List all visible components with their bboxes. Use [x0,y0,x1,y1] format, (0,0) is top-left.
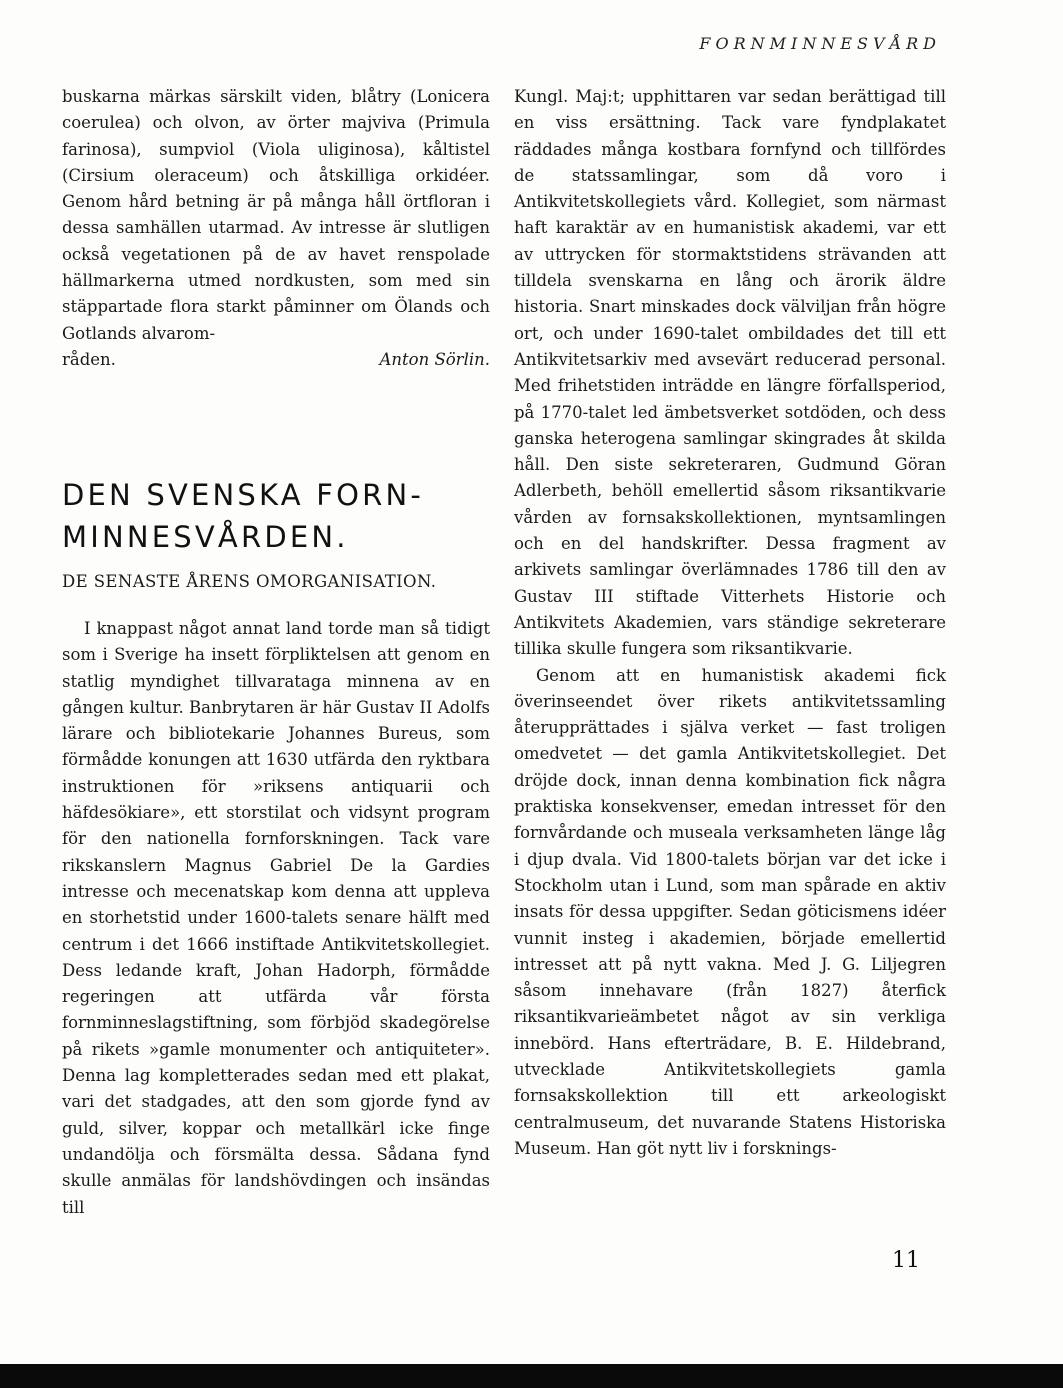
page-number: 11 [892,1248,920,1273]
right-column [514,84,946,1162]
paragraph-last-line: råden. [62,349,116,369]
article-paragraph-2: Genom att en humanistisk akademi fick överinseendet över rikets antikvitetssamling återupprättades i själva verket — fast troligen omedvetet — det gamla Antikvitetskollegiet. Det dröjde dock, innan denna kombination fick några praktiska konsekvenser, emedan intresset för den fornvårdande och museala verksamheten länge låg i djup dvala. Vid 1800-talets början var det icke i Stockholm utan i Lund, som man spårade en aktiv insats för dessa uppgifter. Sedan göticismens idéer vunnit insteg i akademien, började emellertid intresset att på nytt vakna. Med J. G. Liljegren såsom innehavare (från 1827) återfick riksantikvarieämbetet något av sin verkliga innebörd. Hans efterträdare, B. E. Hildebrand, utvecklade Antikvitetskollegiets gamla fornsakskollektion till ett arkeologiskt centralmuseum, det nuvarande Statens Historiska Museum. Han göt nytt liv i forsknings- [514,665,946,1158]
article-title: DEN SVENSKA FORN-MINNESVÅRDEN. [62,478,425,554]
article-paragraph-continued: Kungl. Maj:t; upphittaren var sedan berättigad till en viss ersättning. Tack vare fyndplakatet räddades många kostbara fornfynd och tillfördes de statssamlingar, som då voro i Antikvitetskollegiets vård. Kollegiet, som närmast haft karaktär av en humanistisk akademi, var ett av uttrycken för stormaktstidens strävanden att tilldela svenskarna en lång och ärorik äldre historia. Snart minskades dock välviljan från högre ort, och under 1690-talet ombildades det till ett Antikvitetsarkiv med avsevärt reducerad personal. Med frihetstiden inträdde en längre förfallsperiod, på 1770-talet led ämbetsverket sotdöden, och dess ganska heterogena samlingar skingrades åt skilda håll. Den siste sekreteraren, Gudmund Göran Adlerbeth, behöll emellertid såsom riksantikvarie vården av fornsakskollektionen, myntsamlingen och en del handskrifter. Dessa fragment av arkivets samlingar överlämnades 1786 till den av Gustav III stiftade Vitterhets Historie och Antikvitets Akademien, vars ständige sekreterare tillika skulle fungera som riksantikvarie. [514,87,946,659]
author-signature: Anton Sörlin. [379,349,490,369]
article-subtitle: DE SENASTE ÅRENS OMORGANISATION. [62,572,437,591]
left-column-top [62,84,490,373]
preceding-article-paragraph: buskarna märkas särskilt viden, blåtry (Lonicera coerulea) och olvon, av örter majviva (Primula farinosa), sumpviol (Viola uliginosa), kåltistel (Cirsium oleraceum) och åtskilliga orkidéer. Genom hård betning är på många håll örtfloran i dessa samhällen utarmad. Av intresse är slutligen också vegetationen på de av havet renspolade hällmarkerna utmed nordkusten, som med sin stäppartade flora starkt påminner om Ölands och Gotlands alvarom- [62,87,490,343]
signature-line [62,347,490,373]
running-head: FORNMINNESVÅRD [699,34,941,53]
article-paragraph-1: I knappast något annat land torde man så tidigt som i Sverige ha insett förpliktelsen att genom en statlig myndighet tillvaratаga minnena av en gången kultur. Banbrytaren är här Gustav II Adolfs lärare och bibliotekarie Johannes Bureus, som förmådde konungen att 1630 utfärda den ryktbara instruktionen för »riksens antiquarii och häfdesökiare», ett storstilat och vidsynt program för den nationella fornforskningen. Tack vare rikskanslern Magnus Gabriel De la Gardies intresse och mecenatskap kom denna att uppleva en storhetstid under 1600-talets senare hälft med centrum i det 1666 instiftade Antikvitetskollegiet. Dess ledande kraft, Johan Hadorph, förmådde regeringen att utfärda vår första fornminneslagstiftning, som förbjöd skadegörelse på rikets »gamle monumenter och antiquiteter». Denna lag kompletterades sedan med ett plakat, vari det stadgades, att den som gjorde fynd av guld, silver, koppar och metallkärl icke finge undandölja och försmälta dessa. Sådana fynd skulle anmälas för landshövdingen och insändas till [62,619,490,1217]
scan-bottom-border [0,1364,1063,1388]
left-column-body [62,616,490,1221]
